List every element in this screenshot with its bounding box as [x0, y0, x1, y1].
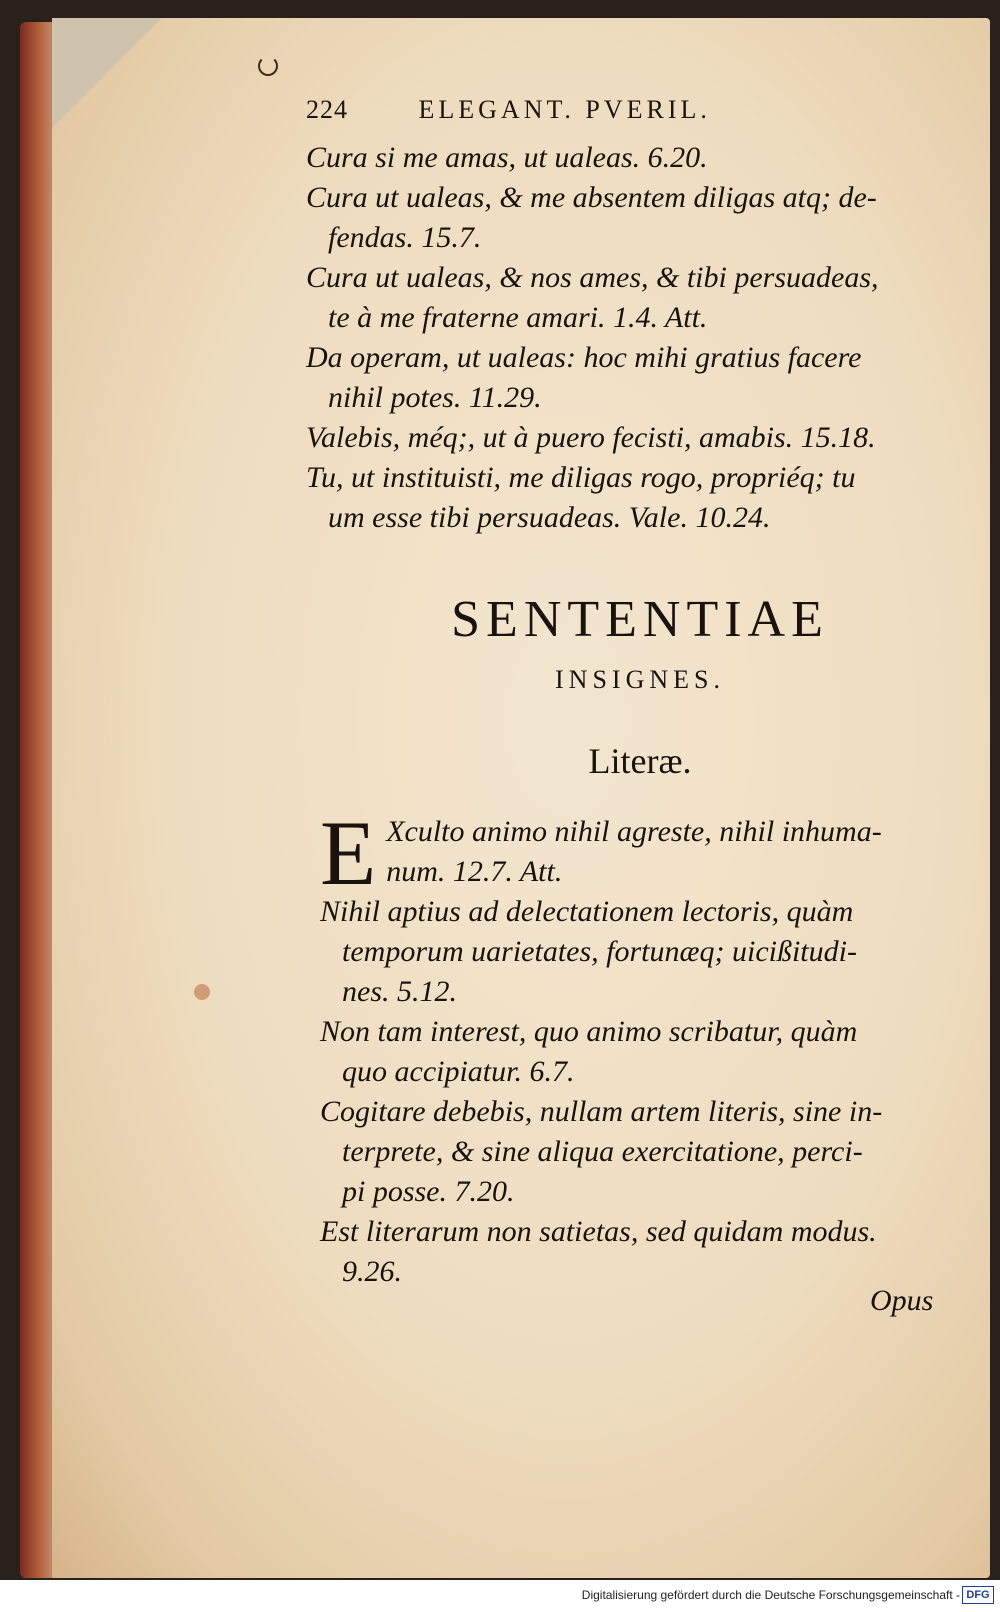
page-number: 224 — [306, 95, 348, 124]
text-line: terprete, & sine aliqua exercitatione, perci- — [342, 1135, 863, 1168]
folded-corner — [52, 18, 162, 128]
text-line: num. 12.7. Att. — [386, 855, 563, 888]
text-line: temporum uarietates, fortunæq; uicißitudi- — [342, 935, 857, 968]
running-title: ELEGANT. PVERIL. — [418, 95, 711, 124]
text-line: nes. 5.12. — [342, 975, 457, 1008]
section-heading: Literæ. — [588, 741, 692, 781]
text-line: Xculto animo nihil agreste, nihil inhuma- — [386, 815, 882, 848]
text-line: Nihil aptius ad delectationem lectoris, quàm — [320, 895, 854, 928]
footer-credit: Digitalisierung gefördert durch die Deutsche Forschungsgemeinschaft - — [581, 1588, 960, 1602]
text-line: Est literarum non satietas, sed quidam modus. — [320, 1215, 877, 1248]
paper-stain — [194, 984, 210, 1000]
text-line: Tu, ut instituisti, me diligas rogo, propriéq; tu — [306, 461, 856, 494]
drop-cap: E — [320, 802, 377, 904]
section-title: SENTENTIAE — [451, 591, 829, 648]
text-line: Cura ut ualeas, & nos ames, & tibi persuadeas, — [306, 261, 879, 294]
text-line: quo accipiatur. 6.7. — [342, 1055, 575, 1088]
text-line: um esse tibi persuadeas. Vale. 10.24. — [328, 501, 771, 534]
upper-text-block — [306, 138, 956, 538]
dfg-logo-icon: DFG — [962, 1586, 994, 1604]
text-line: te à me fraterne amari. 1.4. Att. — [328, 301, 708, 334]
lower-text-block — [320, 802, 960, 1292]
text-line: nihil potes. 11.29. — [328, 381, 542, 414]
text-line: Cogitare debebis, nullam artem literis, sine in- — [320, 1095, 883, 1128]
section-subtitle: INSIGNES. — [555, 665, 725, 694]
text-line: Valebis, méq;, ut à puero fecisti, amabis. 15.18. — [306, 421, 876, 454]
text-line: pi posse. 7.20. — [342, 1175, 515, 1208]
text-line: fendas. 15.7. — [328, 221, 482, 254]
text-line: 9.26. — [342, 1255, 402, 1288]
paper-damage-mark — [258, 56, 278, 76]
running-head — [306, 95, 826, 125]
catchword: Opus — [870, 1284, 934, 1317]
text-line: Cura si me amas, ut ualeas. 6.20. — [306, 141, 708, 174]
text-line: Cura ut ualeas, & me absentem diligas atq; de- — [306, 181, 877, 214]
text-line: Non tam interest, quo animo scribatur, quàm — [320, 1015, 858, 1048]
text-line: Da operam, ut ualeas: hoc mihi gratius facere — [306, 341, 862, 374]
